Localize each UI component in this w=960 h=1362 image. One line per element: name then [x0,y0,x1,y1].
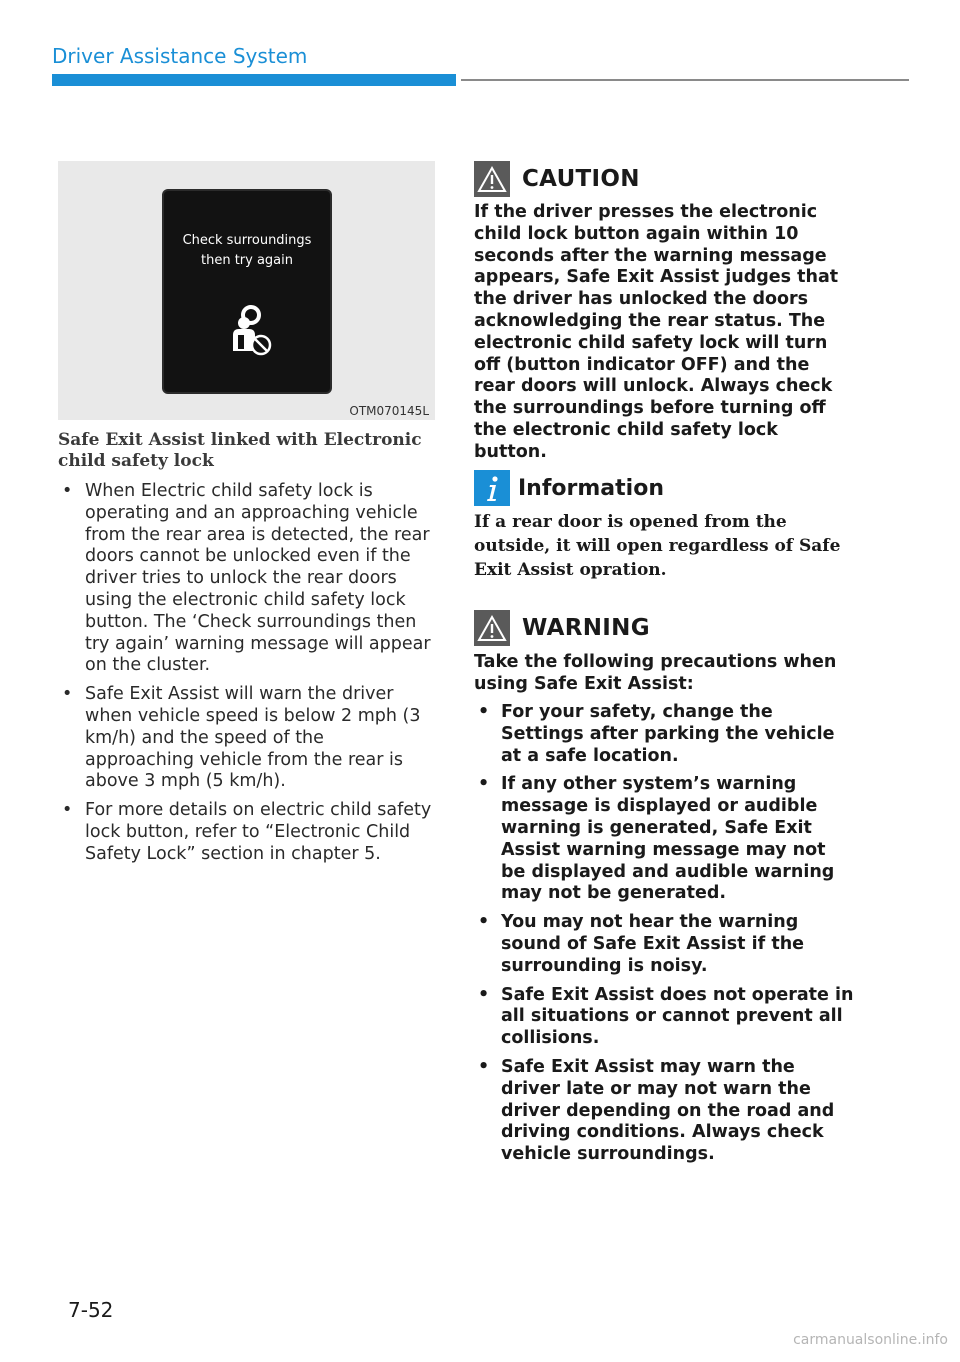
list-item-text: Safe Exit Assist will warn the driver when vehicle speed is below 2 mph (3 km/h) and the speed of the approaching vehicle from the rear is above 3 mph (5 km/h). [85,684,421,792]
list-item-text: Safe Exit Assist does not operate in all situations or cannot prevent all collisions. [501,984,854,1049]
bullet-mark: • [62,684,73,705]
header-rule [461,79,909,81]
bullet-mark: • [478,912,490,933]
cluster-figure [58,161,435,420]
warning-header [474,610,650,646]
watermark: carmanualsonline.info [793,1332,948,1348]
cluster-message [164,231,330,271]
list-item-text: You may not hear the warning sound of Safe Exit Assist if the surrounding is noisy. [501,912,805,976]
list-item-text: When Electric child safety lock is operating and an approaching vehicle from the rear area is detected, the rear doors cannot be unlocked even if the driver tries to unlock the rear doors using the electronic child safety lock button. The ‘Check surroundings then try again’ warning message will appear on the cluster. [85,481,431,676]
warning-title: WARNING [522,615,650,641]
page-number: 7-52 [68,1298,114,1322]
caution-body: If the driver presses the electronic child lock button again within 10 seconds after the warning message appears, Safe Exit Assist judges that the driver has unlocked the doors acknowledging the rear status. The electronic child safety lock will turn off (button indicator OFF) and the rear doors will unlock. Always check the surroundings before turning off the electronic child safety lock button. [474,202,839,462]
list-item-text: For your safety, change the Settings after parking the vehicle at a safe location. [501,702,835,766]
caution-header [474,161,640,197]
list-item [474,1057,854,1166]
list-item [474,985,854,1050]
bullet-mark: • [478,984,490,1005]
list-item-text: If any other system’s warning message is displayed or audible warning is generated, Safe Exit Assist warning message may not be displayed and audible warning may not be generated. [501,774,835,904]
bullet-mark: • [478,1056,490,1077]
warning-triangle-icon [474,610,510,646]
cluster-message-line1: Check surroundings [182,233,312,248]
list-item [58,800,438,865]
left-bullet-list [58,481,438,873]
warning-bullet-list [474,702,854,1173]
header-accent-bar [52,74,456,86]
list-item-text: Safe Exit Assist may warn the driver late or may not warn the driver depending on the road and driving conditions. Always check vehicle surroundings. [501,1056,835,1165]
information-header [474,470,664,506]
bullet-mark: • [478,702,490,722]
information-body: If a rear door is opened from the outside, it will open regardless of Safe Exit Assist opration. [474,512,841,580]
list-item [474,774,854,905]
list-item [58,684,438,793]
information-title: Information [518,475,664,501]
bullet-mark: • [62,800,73,821]
list-item-text: For more details on electric child safety lock button, refer to “Electronic Child Safety Lock” section in chapter 5. [85,800,432,864]
info-icon [474,470,510,506]
child-lock-icon [219,301,279,361]
cluster-message-line2: then try again [200,253,293,268]
cluster-screen [164,191,330,392]
section-title: Driver Assistance System [52,44,308,68]
caution-title: CAUTION [522,166,640,192]
bullet-mark: • [62,481,73,501]
warning-intro: Take the following precautions when using Safe Exit Assist: [474,652,837,694]
bullet-mark: • [478,774,490,795]
figure-caption: Safe Exit Assist linked with Electronic child safety lock [58,430,422,471]
list-item [474,912,854,977]
figure-code: OTM070145L [349,404,429,418]
warning-triangle-icon [474,161,510,197]
list-item [474,702,854,767]
list-item [58,481,438,677]
